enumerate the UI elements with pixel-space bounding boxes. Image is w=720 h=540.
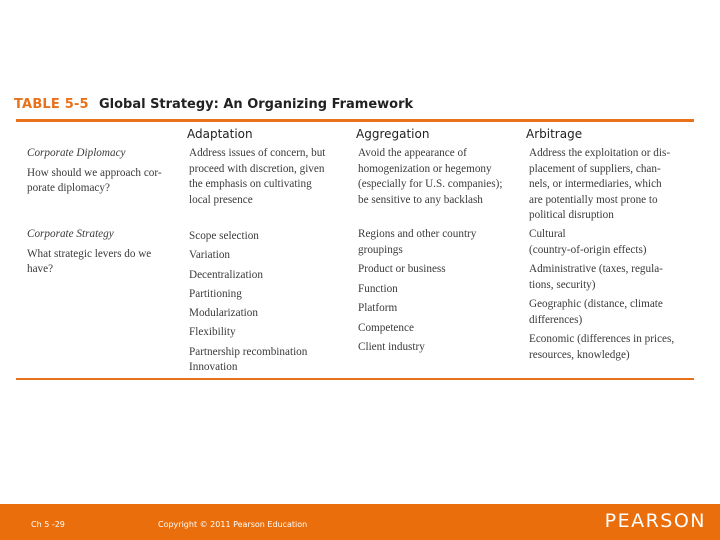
cell-line: Address the exploitation or dis- <box>529 147 671 159</box>
row-title: Corporate Strategy <box>27 228 114 240</box>
table-bottom-rule <box>16 378 694 380</box>
column-header-aggregation: Aggregation <box>356 127 430 141</box>
column-header-adaptation: Adaptation <box>187 127 253 141</box>
cell-line: Decentralization <box>189 268 263 281</box>
row-label-corporate-strategy <box>27 227 151 278</box>
cell-strategy-aggregation <box>358 227 476 356</box>
cell-line: groupings <box>358 243 403 256</box>
cell-line: Platform <box>358 302 398 314</box>
cell-line: Regions and other country <box>358 228 477 240</box>
cell-strategy-arbitrage <box>529 227 674 363</box>
cell-diplomacy-aggregation <box>358 146 502 208</box>
pearson-logo: PEARSON <box>604 510 706 532</box>
table-caption: Global Strategy: An Organizing Framework <box>98 97 414 112</box>
row-question: What strategic levers do we <box>27 247 152 260</box>
cell-line: Address issues of concern, but <box>189 147 326 159</box>
cell-line: Innovation <box>189 361 238 374</box>
cell-line: placement of suppliers, chan- <box>529 162 661 175</box>
cell-line: Flexibility <box>189 326 236 339</box>
cell-line: Administrative (taxes, regula- <box>529 263 663 275</box>
cell-line: resources, knowledge) <box>529 348 630 361</box>
cell-line: nels, or intermediaries, which <box>529 178 662 190</box>
row-question: How should we approach cor- <box>27 166 162 179</box>
cell-line: Modularization <box>189 307 258 320</box>
row-label-corporate-diplomacy <box>27 146 162 197</box>
table-title <box>14 97 413 112</box>
cell-line: Partitioning <box>189 287 242 300</box>
cell-line: Scope selection <box>189 230 259 242</box>
cell-line: local presence <box>189 193 253 206</box>
copyright-notice: Copyright © 2011 Pearson Education <box>158 520 308 529</box>
cell-line: are potentially most prone to <box>529 193 658 206</box>
cell-line: political disruption <box>529 209 614 221</box>
row-question: have? <box>27 263 54 275</box>
cell-strategy-adaptation <box>189 227 307 376</box>
cell-line: differences) <box>529 313 583 326</box>
cell-diplomacy-arbitrage <box>529 146 670 224</box>
cell-line: tions, security) <box>529 278 596 291</box>
cell-line: homogenization or hegemony <box>358 162 492 175</box>
cell-diplomacy-adaptation <box>189 146 325 208</box>
row-title: Corporate Diplomacy <box>27 147 126 159</box>
column-header-arbitrage: Arbitrage <box>526 127 583 141</box>
row-question: porate diplomacy? <box>27 182 110 194</box>
cell-line: Client industry <box>358 341 425 353</box>
cell-line: the emphasis on cultivating <box>189 178 312 190</box>
cell-line: Economic (differences in prices, <box>529 333 675 345</box>
cell-line: Avoid the appearance of <box>358 147 467 159</box>
slide-footer <box>0 504 720 540</box>
cell-line: Product or business <box>358 263 446 275</box>
cell-line: Geographic (distance, climate <box>529 298 663 310</box>
cell-line: Function <box>358 282 398 295</box>
table-number: TABLE 5-5 <box>14 97 89 112</box>
cell-line: Competence <box>358 321 414 334</box>
cell-line: Variation <box>189 249 231 262</box>
cell-line: Partnership recombination <box>189 345 308 358</box>
cell-line: (especially for U.S. companies); <box>358 178 503 190</box>
cell-line: Cultural <box>529 228 566 240</box>
cell-line: be sensitive to any backlash <box>358 193 483 206</box>
cell-line: proceed with discretion, given <box>189 162 325 175</box>
cell-line: (country-of-origin effects) <box>529 243 647 256</box>
table-top-rule <box>16 119 694 122</box>
slide-number: Ch 5 -29 <box>31 520 65 529</box>
